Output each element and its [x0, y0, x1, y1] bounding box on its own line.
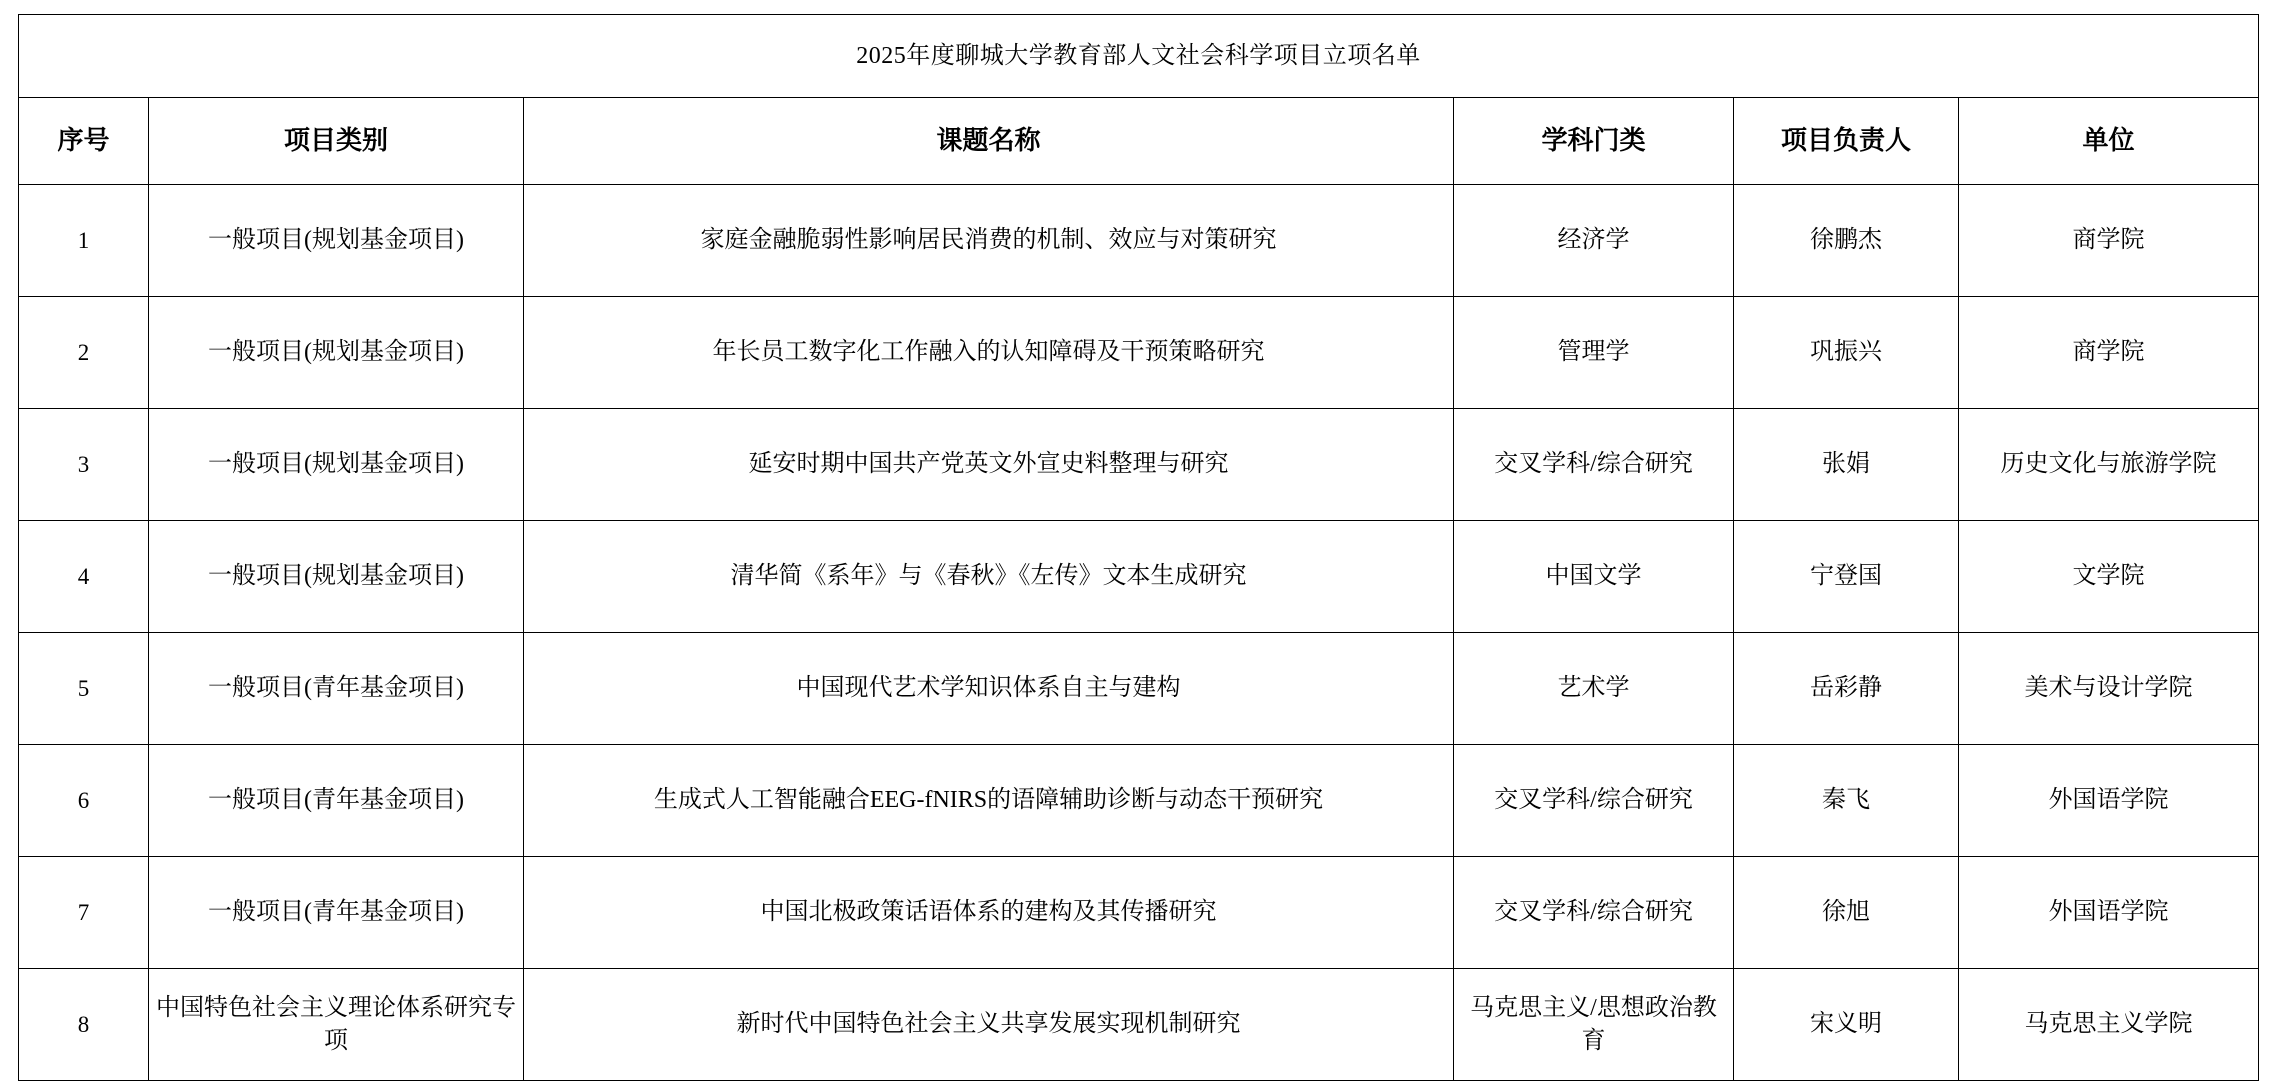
column-header-topic: 课题名称	[524, 98, 1454, 185]
cell-leader: 宁登国	[1734, 521, 1959, 633]
title-row	[19, 15, 2259, 98]
table-row	[19, 857, 2259, 969]
cell-discipline: 交叉学科/综合研究	[1454, 857, 1734, 969]
cell-discipline: 交叉学科/综合研究	[1454, 745, 1734, 857]
cell-category: 一般项目(规划基金项目)	[149, 185, 524, 297]
cell-no: 4	[19, 521, 149, 633]
cell-unit: 文学院	[1959, 521, 2259, 633]
cell-discipline: 经济学	[1454, 185, 1734, 297]
cell-discipline: 马克思主义/思想政治教育	[1454, 969, 1734, 1081]
cell-discipline: 艺术学	[1454, 633, 1734, 745]
cell-topic: 清华简《系年》与《春秋》《左传》文本生成研究	[524, 521, 1454, 633]
table-row	[19, 297, 2259, 409]
cell-category: 一般项目(青年基金项目)	[149, 745, 524, 857]
cell-leader: 岳彩静	[1734, 633, 1959, 745]
table-row	[19, 521, 2259, 633]
cell-unit: 商学院	[1959, 297, 2259, 409]
cell-leader: 张娟	[1734, 409, 1959, 521]
table-row	[19, 969, 2259, 1081]
column-header-category: 项目类别	[149, 98, 524, 185]
cell-leader: 徐鹏杰	[1734, 185, 1959, 297]
cell-leader: 徐旭	[1734, 857, 1959, 969]
cell-no: 6	[19, 745, 149, 857]
cell-topic: 中国现代艺术学知识体系自主与建构	[524, 633, 1454, 745]
cell-leader: 秦飞	[1734, 745, 1959, 857]
table-row	[19, 633, 2259, 745]
cell-category: 一般项目(规划基金项目)	[149, 409, 524, 521]
cell-discipline: 交叉学科/综合研究	[1454, 409, 1734, 521]
cell-category: 一般项目(青年基金项目)	[149, 857, 524, 969]
cell-topic: 年长员工数字化工作融入的认知障碍及干预策略研究	[524, 297, 1454, 409]
table-row	[19, 185, 2259, 297]
cell-topic: 延安时期中国共产党英文外宣史料整理与研究	[524, 409, 1454, 521]
cell-no: 2	[19, 297, 149, 409]
table-row	[19, 745, 2259, 857]
cell-category: 一般项目(青年基金项目)	[149, 633, 524, 745]
table-row	[19, 409, 2259, 521]
cell-discipline: 管理学	[1454, 297, 1734, 409]
cell-unit: 马克思主义学院	[1959, 969, 2259, 1081]
table-header-row	[19, 98, 2259, 185]
column-header-leader: 项目负责人	[1734, 98, 1959, 185]
cell-unit: 美术与设计学院	[1959, 633, 2259, 745]
cell-no: 1	[19, 185, 149, 297]
column-header-unit: 单位	[1959, 98, 2259, 185]
cell-no: 7	[19, 857, 149, 969]
cell-category: 中国特色社会主义理论体系研究专项	[149, 969, 524, 1081]
column-header-no: 序号	[19, 98, 149, 185]
cell-unit: 外国语学院	[1959, 745, 2259, 857]
project-approval-table	[18, 14, 2259, 1081]
cell-topic: 新时代中国特色社会主义共享发展实现机制研究	[524, 969, 1454, 1081]
document-title: 2025年度聊城大学教育部人文社会科学项目立项名单	[19, 15, 2259, 98]
cell-category: 一般项目(规划基金项目)	[149, 297, 524, 409]
cell-no: 8	[19, 969, 149, 1081]
cell-unit: 商学院	[1959, 185, 2259, 297]
table-body	[19, 15, 2259, 1081]
cell-no: 3	[19, 409, 149, 521]
column-header-discipline: 学科门类	[1454, 98, 1734, 185]
cell-unit: 外国语学院	[1959, 857, 2259, 969]
cell-leader: 宋义明	[1734, 969, 1959, 1081]
cell-no: 5	[19, 633, 149, 745]
cell-unit: 历史文化与旅游学院	[1959, 409, 2259, 521]
cell-leader: 巩振兴	[1734, 297, 1959, 409]
cell-topic: 家庭金融脆弱性影响居民消费的机制、效应与对策研究	[524, 185, 1454, 297]
cell-category: 一般项目(规划基金项目)	[149, 521, 524, 633]
cell-topic: 中国北极政策话语体系的建构及其传播研究	[524, 857, 1454, 969]
cell-topic: 生成式人工智能融合EEG-fNIRS的语障辅助诊断与动态干预研究	[524, 745, 1454, 857]
cell-discipline: 中国文学	[1454, 521, 1734, 633]
